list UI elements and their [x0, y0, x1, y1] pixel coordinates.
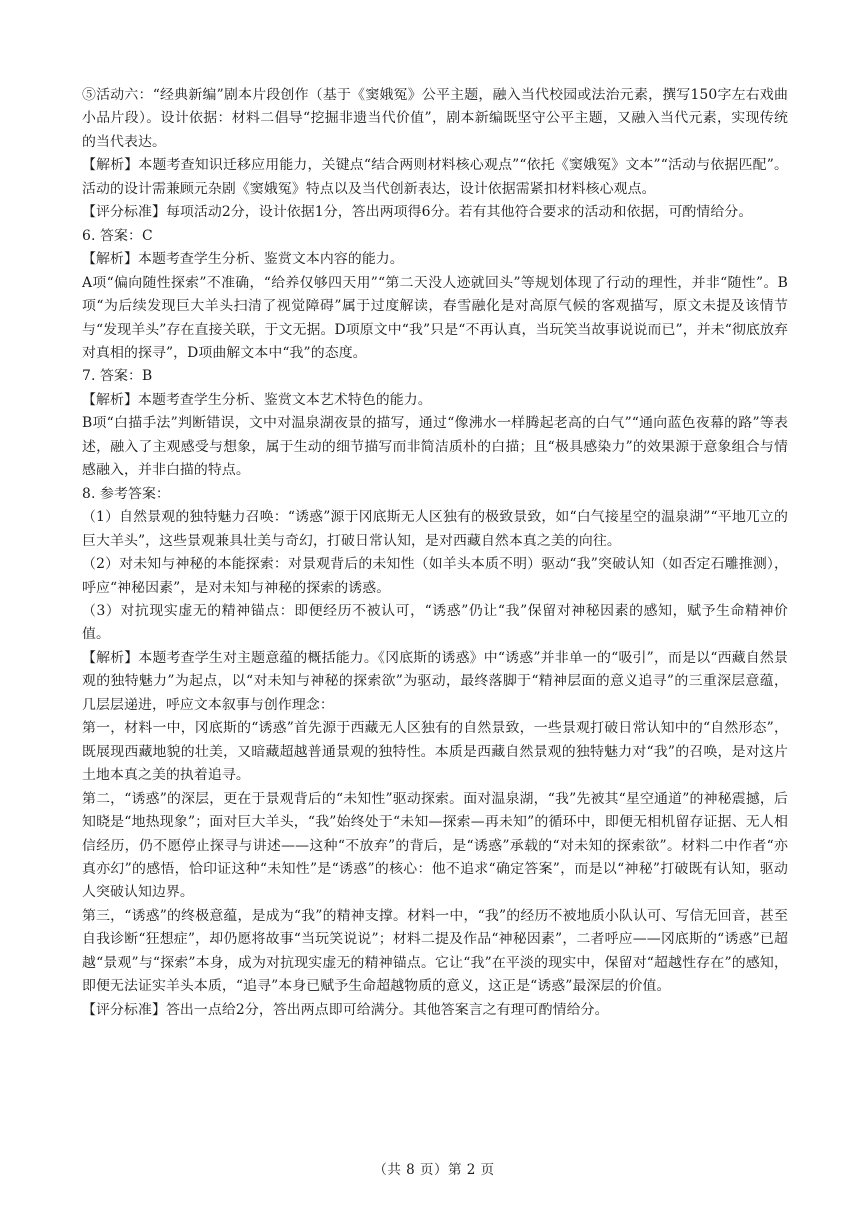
paragraph-q8-point-3: （3）对抗现实虚无的精神锚点：即便经历不被认可，“诱惑”仍让“我”保留对神秘因素的感知，赋予生命精神价值。: [82, 602, 788, 643]
paragraph-q8-first: 第一，材料一中，冈底斯的“诱惑”首先源于西藏无人区独有的自然景致，一些景观打破日常认知中的“自然形态”，既展现西藏地貌的壮美，又暗藏超越普通景观的独特性。本质是西藏自然景观的独特魅力对“我”的召唤，是对这片土地本真之美的执着追寻。: [82, 720, 788, 784]
paragraph-q6-answer: 6. 答案：C: [82, 227, 153, 244]
paragraph-q7-analysis-body: B项“白描手法”判断错误，文中对温泉湖夜景的描写，通过“像沸水一样腾起老高的白气”“通向蓝色夜幕的路”等表述，融入了主观感受与想象，属于生动的细节描写而非简洁质朴的白描；且“极具感染力”的效果源于意象组合与情感融入，并非白描的特点。: [82, 415, 788, 479]
paragraph-q6-analysis-intro: 【解析】本题考查学生分析、鉴赏文本内容的能力。: [82, 251, 404, 268]
paragraph-activity-six: ⑤活动六：“经典新编”剧本片段创作（基于《窦娥冤》公平主题，融入当代校园或法治元素，撰写150字左右戏曲小品片段）。设计依据：材料二倡导“挖掘非遗当代价值”，剧本新编既坚守公平主题，又融入当代元素，实现传统的当代表达。: [82, 87, 788, 150]
paragraph-q8-second: 第二，“诱惑”的深层，更在于景观背后的“未知性”驱动探索。面对温泉湖，“我”先被其“星空通道”的神秘震撼，后知晓是“地热现象”；面对巨大羊头，“我”始终处于“未知—探索—再未知”的循环中，即便无相机留存证据、无人相信经历，仍不愿停止探寻与讲述——这种“不放弃”的背后，是“诱惑”承载的“对未知的探索欲”。材料二中作者“亦真亦幻”的感悟，恰印证这种“未知性”是“诱惑”的核心：他不追求“确定答案”，而是以“神秘”打破既有认知，驱动人突破认知边界。: [82, 790, 788, 901]
paragraph-q6-analysis-body: A项“偏向随性探索”不准确，“给养仅够四天用”“第二天没人迹就回头”等规划体现了行动的理性，并非“随性”。B项“为后续发现巨大羊头扫清了视觉障碍”属于过度解读，春雪融化是对高原气候的客观描写，原文未提及该情节与“发现羊头”存在直接关联，于文无据。D项原文中“我”只是“不再认真，当玩笑当故事说说而已”，并未“彻底放弃对真相的探寻”，D项曲解文本中“我”的态度。: [82, 274, 788, 361]
page-content: [82, 84, 788, 1022]
paragraph-q7-answer: 7. 答案：B: [82, 368, 153, 385]
paragraph-q8-third: 第三，“诱惑”的终极意蕴，是成为“我”的精神支撑。材料一中，“我”的经历不被地质小队认可、写信无回音，甚至自我诊断“狂想症”，却仍愿将故事“当玩笑说说”；材料二提及作品“神秘因素”，二者呼应——冈底斯的“诱惑”已超越“景观”与“探索”本身，成为对抗现实虚无的精神锚点。它让“我”在平淡的现实中，保留对“超越性存在”的感知，即便无法证实羊头本质，“追寻”本身已赋予生命超越物质的意义，这正是“诱惑”最深层的价值。: [82, 907, 788, 995]
paragraph-q5-analysis: 【解析】本题考查知识迁移应用能力，关键点“结合两则材料核心观点”“依托《窦娥冤》文本”“活动与依据匹配”。活动的设计需兼顾元杂剧《窦娥冤》特点以及当代创新表达，设计依据需紧扣材料核心观点。: [82, 157, 788, 197]
paragraph-q8-point-2: （2）对未知与神秘的本能探索：对景观背后的未知性（如羊头本质不明）驱动“我”突破认知（如否定石雕推测），呼应“神秘因素”，是对未知与神秘的探索的诱惑。: [82, 556, 788, 596]
paragraph-q7-analysis-intro: 【解析】本题考查学生分析、鉴赏文本艺术特色的能力。: [82, 391, 432, 408]
paragraph-q8-answer-heading: 8. 参考答案：: [82, 485, 170, 502]
paragraph-q8-scoring: 【评分标准】答出一点给2分，答出两点即可给满分。其他答案言之有理可酌情给分。: [82, 1001, 609, 1018]
paragraph-q8-analysis: 【解析】本题考查学生对主题意蕴的概括能力。《冈底斯的诱惑》中“诱惑”并非单一的“吸引”，而是以“西藏自然景观的独特魅力”为起点，以“对未知与神秘的探索欲”为驱动，最终落脚于“精神层面的意义追寻”的三重深层意蕴，几层层递进，呼应文本叙事与创作理念：: [82, 649, 788, 713]
paragraph-q8-point-1: （1）自然景观的独特魅力召唤：“诱惑”源于冈底斯无人区独有的极致景致，如“白气接星空的温泉湖”“平地兀立的巨大羊头”，这些景观兼具壮美与奇幻，打破日常认知，是对西藏自然本真之美的向往。: [82, 509, 788, 549]
page-footer: （共 8 页）第 2 页: [373, 1162, 495, 1178]
paragraph-q5-scoring: 【评分标准】每项活动2分，设计依据1分，答出两项得6分。若有其他符合要求的活动和依据，可酌情给分。: [82, 204, 753, 221]
